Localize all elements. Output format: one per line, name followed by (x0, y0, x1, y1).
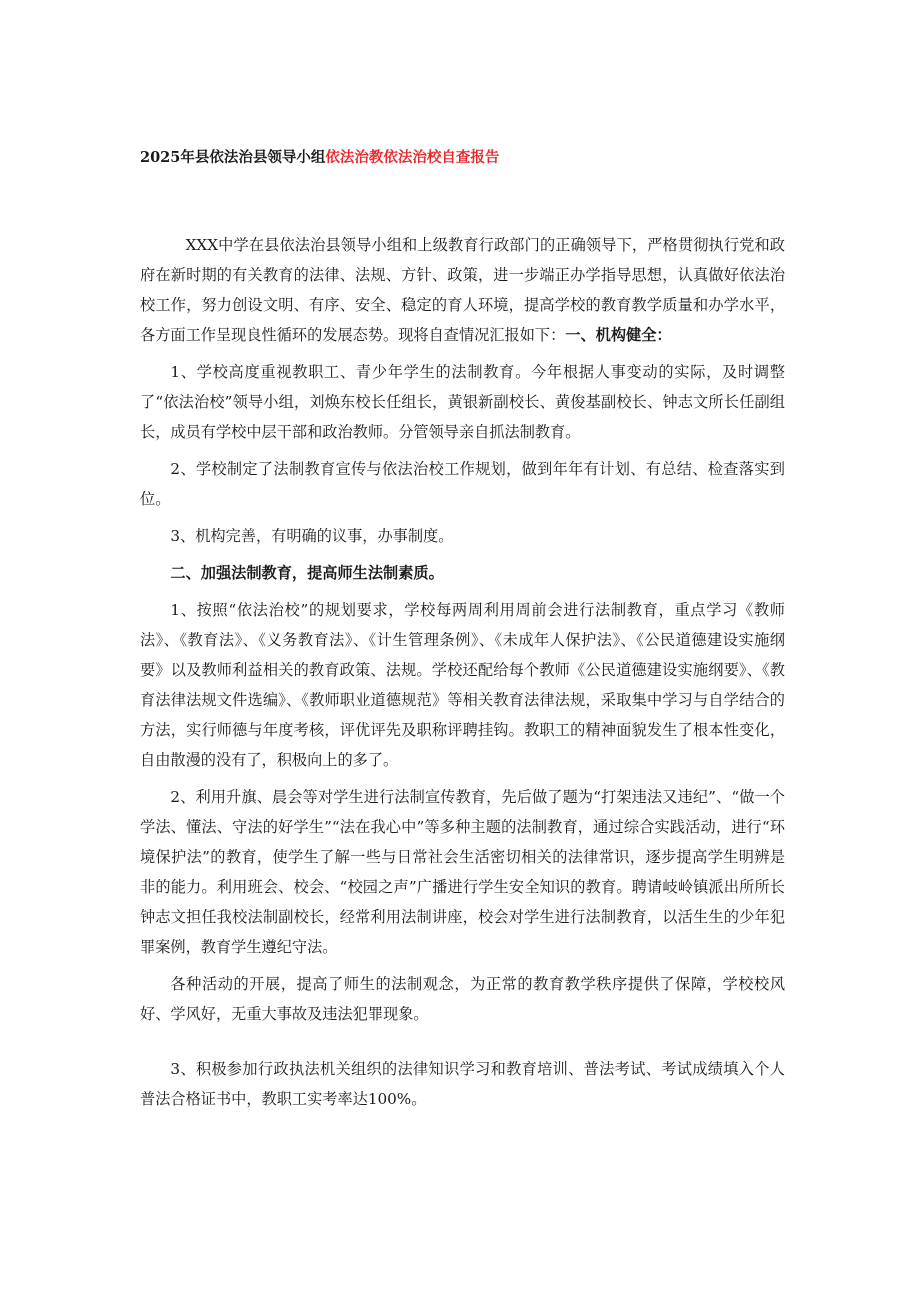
section2-heading: 二、加强法制教育，提高师生法制素质。 (170, 564, 444, 582)
section2-paragraph-1: 1、按照“依法治校”的规划要求，学校每两周利用周前会进行法制教育，重点学习《教师法》、《教育法》、《义务教育法》、《计生管理条例》、《未成年人保护法》、《公民道德建设实施纲要》以及教师利益相关的教育政策、法规。学校还配给每个教师《公民道德建设实施纲要》、《教育法律法规文件选编》、《教师职业道德规范》等相关教育法律法规，采取集中学习与自学结合的方法，实行师德与年度考核，评优评先及职称评聘挂钩。教职工的精神面貌发生了根本性变化，自由散漫的没有了，积极向上的多了。 (140, 601, 785, 769)
document-body (140, 230, 785, 1121)
title-red-part: 依法治教依法治校自查报告 (325, 149, 500, 166)
section2-paragraph-3: 3、积极参加行政执法机关组织的法律知识学习和教育培训、普法考试、考试成绩填入个人普法合格证书中，教职工实考率达100%。 (140, 1060, 785, 1108)
section1-paragraph-2: 2、学校制定了法制教育宣传与依法治校工作规划，做到年年有计划、有总结、检查落实到位。 (140, 460, 785, 508)
paragraph-gap (140, 1036, 785, 1054)
section1-heading: 一、机构健全： (565, 326, 672, 344)
title-black-part: 2025年县依法治县领导小组 (140, 149, 326, 166)
section2-paragraph-2: 2、利用升旗、晨会等对学生进行法制宣传教育，先后做了题为“打架违法又违纪”、“做一个学法、懂法、守法的好学生”“法在我心中”等多种主题的法制教育，通过综合实践活动，进行“环境保护法”的教育，使学生了解一些与日常社会生活密切相关的法律常识，逐步提高学生明辨是非的能力。利用班会、校会、“校园之声”广播进行学生安全知识的教育。聘请岐岭镇派出所所长钟志文担任我校法制副校长，经常利用法制讲座，校会对学生进行法制教育，以活生生的少年犯罪案例，教育学生遵纪守法。 (140, 788, 785, 956)
intro-text: XXX中学在县依法治县领导小组和上级教育行政部门的正确领导下，严格贯彻执行党和政府在新时期的有关教育的法律、法规、方针、政策，进一步端正办学指导思想，认真做好依法治校工作，努力创设文明、有序、安全、稳定的育人环境，提高学校的教育教学质量和办学水平，各方面工作呈现良性循环的发展态势。现将自查情况汇报如下： (140, 236, 785, 344)
section2-paragraph-2b: 各种活动的开展，提高了师生的法制观念，为正常的教育教学秩序提供了保障，学校校风好、学风好，无重大事故及违法犯罪现象。 (140, 975, 785, 1023)
intro-paragraph (140, 230, 785, 350)
section1-paragraph-1: 1、学校高度重视教职工、青少年学生的法制教育。今年根据人事变动的实际，及时调整了“依法治校”领导小组，刘焕东校长任组长，黄银新副校长、黄俊基副校长、钟志文所长任副组长，成员有学校中层干部和政治教师。分管领导亲自抓法制教育。 (140, 363, 785, 441)
document-title (140, 146, 499, 167)
section1-paragraph-3: 3、机构完善，有明确的议事，办事制度。 (170, 527, 454, 545)
